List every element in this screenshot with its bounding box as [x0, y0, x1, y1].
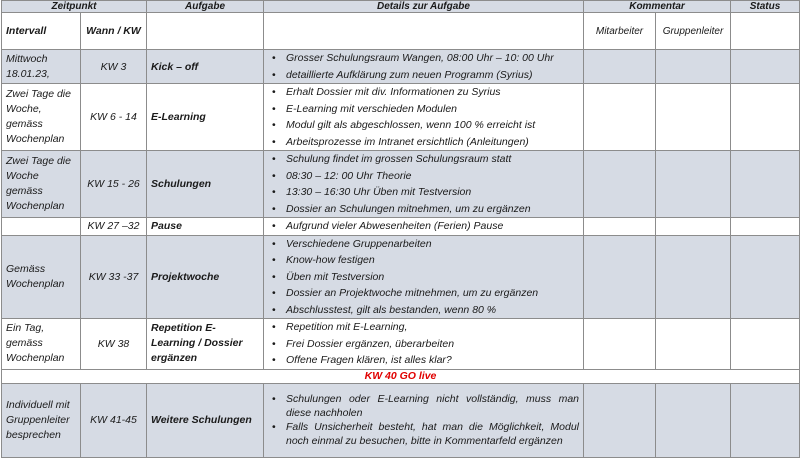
table-row: [2, 151, 800, 218]
header-status-empty: [731, 13, 800, 50]
header-row-top: [2, 1, 800, 13]
header-intervall: Intervall: [2, 13, 81, 50]
list-item: • Dossier an Schulungen mitnehmen, um zu ergänzen: [286, 201, 579, 218]
row-mitarbeiter: [584, 319, 656, 370]
list-item: • detaillierte Aufklärung zum neuen Programm (Syrius): [286, 67, 579, 84]
list-item: • Erhalt Dossier mit div. Informationen zu Syrius: [286, 84, 579, 101]
row-intervall: [2, 218, 81, 236]
table-row: [2, 84, 800, 151]
table-row: [2, 319, 800, 370]
header-zeitpunkt: Zeitpunkt: [2, 1, 147, 13]
row-mitarbeiter: [584, 383, 656, 457]
list-item: • Schulung findet im grossen Schulungsraum statt: [286, 151, 579, 168]
row-gruppenleiter: [656, 151, 731, 218]
row-mitarbeiter: [584, 235, 656, 319]
row-intervall: Individuell mit Gruppenleiter besprechen: [2, 383, 81, 457]
row-aufgabe: E-Learning: [147, 84, 264, 151]
row-kw: KW 27 –32: [81, 218, 147, 236]
row-aufgabe: Schulungen: [147, 151, 264, 218]
row-details: [264, 319, 584, 370]
row-kw: KW 41-45: [81, 383, 147, 457]
row-details: [264, 383, 584, 457]
list-item: • Know-how festigen: [286, 252, 579, 269]
golive-row: [2, 369, 800, 383]
row-status: [731, 151, 800, 218]
row-mitarbeiter: [584, 84, 656, 151]
header-aufgabe-empty: [147, 13, 264, 50]
row-details: [264, 151, 584, 218]
list-item: • Verschiedene Gruppenarbeiten: [286, 236, 579, 253]
golive-label: KW 40 GO live: [2, 369, 800, 383]
list-item: • Schulungen oder E-Learning nicht vollständig, muss man diese nachholen: [286, 392, 579, 420]
list-item: • Offene Fragen klären, ist alles klar?: [286, 352, 579, 369]
list-item: • Dossier an Projektwoche mitnehmen, um zu ergänzen: [286, 285, 579, 302]
list-item: • Repetition mit E-Learning,: [286, 319, 579, 336]
header-status: Status: [731, 1, 800, 13]
row-kw: KW 15 - 26: [81, 151, 147, 218]
row-intervall: Zwei Tage die Woche gemäss Wochenplan: [2, 151, 81, 218]
header-wann-kw: Wann / KW: [81, 13, 147, 50]
row-status: [731, 218, 800, 236]
row-intervall: Zwei Tage die Woche, gemäss Wochenplan: [2, 84, 81, 151]
row-aufgabe: Kick – off: [147, 50, 264, 84]
row-kw: KW 38: [81, 319, 147, 370]
row-status: [731, 50, 800, 84]
list-item: • Aufgrund vieler Abwesenheiten (Ferien) Pause: [286, 218, 579, 235]
header-details-empty: [264, 13, 584, 50]
row-details: [264, 84, 584, 151]
list-item: • Frei Dossier ergänzen, überarbeiten: [286, 336, 579, 353]
list-item: • Grosser Schulungsraum Wangen, 08:00 Uhr – 10: 00 Uhr: [286, 50, 579, 67]
row-details: [264, 235, 584, 319]
row-details: [264, 218, 584, 236]
list-item: • Arbeitsprozesse im Intranet ersichtlich (Anleitungen): [286, 134, 579, 151]
list-item: • Üben mit Testversion: [286, 269, 579, 286]
row-gruppenleiter: [656, 235, 731, 319]
header-mitarbeiter: Mitarbeiter: [584, 13, 656, 50]
list-item: • 08:30 – 12: 00 Uhr Theorie: [286, 168, 579, 185]
table-row: [2, 218, 800, 236]
header-details: Details zur Aufgabe: [264, 1, 584, 13]
row-kw: KW 3: [81, 50, 147, 84]
row-intervall: Ein Tag, gemäss Wochenplan: [2, 319, 81, 370]
list-item: • Modul gilt als abgeschlossen, wenn 100 % erreicht ist: [286, 117, 579, 134]
row-gruppenleiter: [656, 383, 731, 457]
list-item: • E-Learning mit verschieden Modulen: [286, 101, 579, 118]
row-mitarbeiter: [584, 50, 656, 84]
row-status: [731, 235, 800, 319]
row-status: [731, 383, 800, 457]
list-item: • 13:30 – 16:30 Uhr Üben mit Testversion: [286, 184, 579, 201]
row-mitarbeiter: [584, 218, 656, 236]
list-item: • Falls Unsicherheit besteht, hat man die Möglichkeit, Modul noch einmal zu besuchen, bitte in Kommentarfeld ergänzen: [286, 420, 579, 448]
row-status: [731, 319, 800, 370]
row-aufgabe: Projektwoche: [147, 235, 264, 319]
row-aufgabe: Repetition E-Learning / Dossier ergänzen: [147, 319, 264, 370]
row-status: [731, 84, 800, 151]
row-aufgabe: Weitere Schulungen: [147, 383, 264, 457]
row-gruppenleiter: [656, 319, 731, 370]
row-aufgabe: Pause: [147, 218, 264, 236]
row-kw: KW 6 - 14: [81, 84, 147, 151]
list-item: • Abschlusstest, gilt als bestanden, wenn 80 %: [286, 302, 579, 319]
row-details: [264, 50, 584, 84]
row-intervall: Mittwoch 18.01.23,: [2, 50, 81, 84]
row-gruppenleiter: [656, 84, 731, 151]
row-kw: KW 33 -37: [81, 235, 147, 319]
row-intervall: Gemäss Wochenplan: [2, 235, 81, 319]
table-row: [2, 50, 800, 84]
table-row: [2, 383, 800, 457]
table-row: [2, 235, 800, 319]
header-row-sub: [2, 13, 800, 50]
header-kommentar: Kommentar: [584, 1, 731, 13]
header-gruppenleiter: Gruppenleiter: [656, 13, 731, 50]
schedule-table: [1, 0, 800, 458]
row-mitarbeiter: [584, 151, 656, 218]
row-gruppenleiter: [656, 218, 731, 236]
header-aufgabe: Aufgabe: [147, 1, 264, 13]
row-gruppenleiter: [656, 50, 731, 84]
